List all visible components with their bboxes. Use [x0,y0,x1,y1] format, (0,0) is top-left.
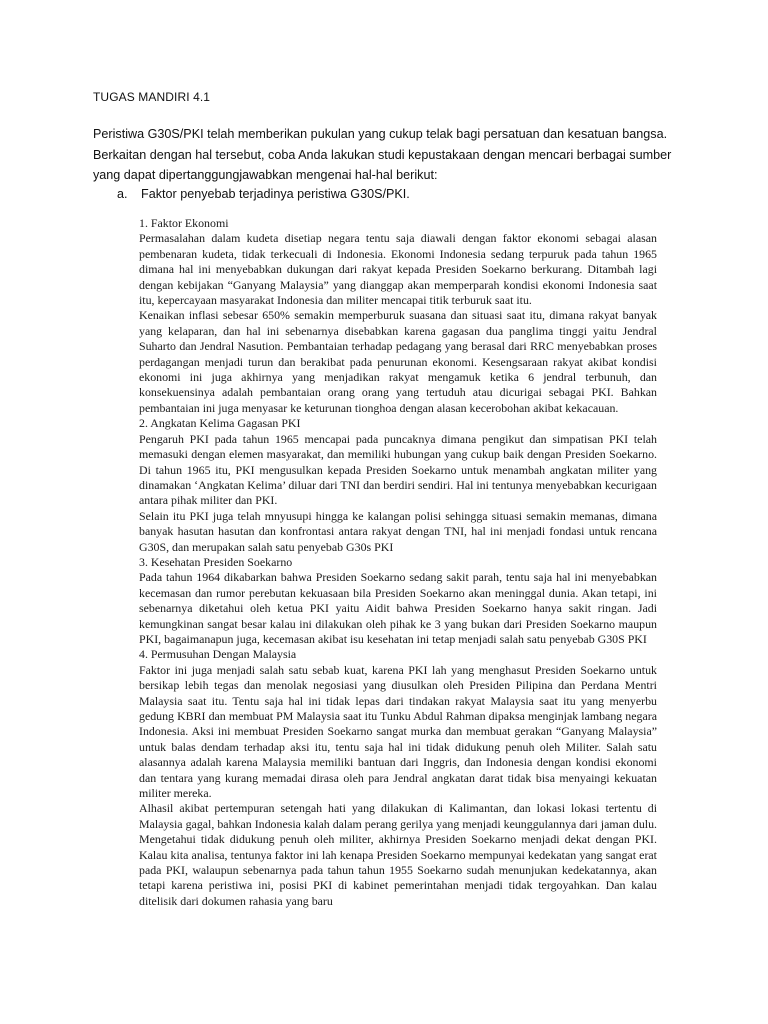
paragraph: Faktor ini juga menjadi salah satu sebab kuat, karena PKI lah yang menghasut Presiden Soekarno untuk bersikap lebih tegas dan menolak negosiasi yang diusulkan oleh Presiden Pilipina dan Perdana Mentri Malaysia saat itu. Tentu saja hal ini tidak lepas dari tindakan rakyat Malaysia saat itu yang menyerbu gedung KBRI dan membuat PM Malaysia saat itu Tunku Abdul Rahman dipaksa menginjak lambang negara Indonesia. Aksi ini membuat Presiden Soekarno sangat murka dan membuat gerakan “Ganyang Malaysia” untuk balas dendam terhadap aksi itu, tentu saja hal ini tidak didukung penuh oleh Militer. Salah satu alasannya adalah karena Malaysia memiliki bantuan dari Inggris, dan Indonesia dengan kondisi ekonomi dan tentara yang kurang memadai dirasa oleh para Jendral angkatan darat tidak bisa menyaingi kekuatan militer mereka. [139,662,657,801]
answer-body [139,216,657,909]
assignment-instructions: Peristiwa G30S/PKI telah memberikan pukulan yang cukup telak bagi persatuan dan kesatuan bangsa. Berkaitan dengan hal tersebut, coba Anda lakukan studi kepustakaan dengan mencari berbagai sumber yang dapat dipertanggungjawabkan mengenai hal-hal berikut: [93,127,672,182]
paragraph: Pengaruh PKI pada tahun 1965 mencapai pada puncaknya dimana pengikut dan simpatisan PKI telah memasuki dengan elemen masyarakat, dan memiliki hubungan yang cukup baik dengan Presiden Soekarno. Di tahun 1965 itu, PKI mengusulkan kepada Presiden Soekarno untuk menambah angkatan militer yang dinamakan ‘Angkatan Kelima’ diluar dari TNI dan berdiri sendiri. Hal ini tentunya menyebabkan kecurigaan antara pihak militer dan PKI. [139,431,657,508]
paragraph: Selain itu PKI juga telah mnyusupi hingga ke kalangan polisi sehingga situasi semakin memanas, dimana banyak hasutan hasutan dan konfrontasi antara rakyat dengan TNI, hal ini menjadi fondasi untuk rencana G30S, dan merupakan salah satu penyebab G30s PKI [139,508,657,554]
paragraph: Pada tahun 1964 dikabarkan bahwa Presiden Soekarno sedang sakit parah, tentu saja hal ini menyebabkan kecemasan dan rumor perebutan kekuasaan bila Presiden Soekarno akan meninggal dunia. Akan tetapi, ini sebenarnya diketahui oleh ketua PKI yaitu Aidit bahwa Presiden Soekarno hanya sakit ringan. Jadi kemungkinan sangat besar kalau ini dilakukan oleh pihak ke 3 yang bukan dari Presiden Soekarno maupun PKI, bagaimanapun juga, kecemasan akibat isu kesehatan ini tetap menjadi salah satu penyebab G30S PKI [139,570,657,646]
paragraph: Kenaikan inflasi sebesar 650% semakin memperburuk suasana dan situasi saat itu, dimana rakyat banyak yang kelaparan, dan hal ini sebenarnya disebabkan karena gagasan dua panglima tinggi yaitu Jendral Suharto dan Jendral Nasution. Pembantaian terhadap pedagang yang berasal dari RRC menyebabkan proses perdagangan menjadi turun dan berakibat pada penurunan ekonomi. Kesengsaraan rakyat akibat kondisi ekonomi ini juga akhirnya yang menjadikan rakyat mengamuk ketika 6 jendral terbunuh, dan konsekuensinya adalah pembantaian orang orang yang tertuduh atau dicurigai sebagai PKI. Bahkan pembantaian ini juga menyasar ke keturunan tionghoa dengan alasan kecerobohan akibat kekacauan. [139,308,657,415]
paragraph: Permasalahan dalam kudeta disetiap negara tentu saja diawali dengan faktor ekonomi sebagai alasan pembenaran kudeta, tidak terkecuali di Indonesia. Ekonomi Indonesia sedang terpuruk pada tahun 1965 dimana hal ini menyebabkan dukungan dari rakyat kepada Presiden Soekarno berkurang. Ditambah lagi dengan kebijakan “Ganyang Malaysia” yang dianggap akan memperparah kondisi ekonomi Indonesia saat itu, kepercayaan masyarakat Indonesia dan militer mencapai titik terburuk saat itu. [139,231,657,308]
question-letter: a. [117,187,128,201]
section-heading-ekonomi: 1. Faktor Ekonomi [139,216,229,230]
document-title: TUGAS MANDIRI 4.1 [93,90,211,104]
question-item [117,187,410,201]
paragraph: Alhasil akibat pertempuran setengah hati yang dilakukan di Kalimantan, dan lokasi lokasi tertentu di Malaysia gagal, bahkan Indonesia kalah dalam perang gerilya yang menjadi keunggulannya dari jaman dulu. Mengetahui tidak didukung penuh oleh militer, akhirnya Presiden Soekarno menjadi dekat dengan PKI. Kalau kita analisa, tentunya faktor ini lah kenapa Presiden Soekarno mempunyai kedekatan yang sangat erat pada PKI, walaupun sebenarnya pada tahun tahun 1955 Soekarno sudah menunjukan kedekatannya, akan tetapi karena peristiwa ini, posisi PKI di kabinet pemerintahan menjadi tidak tergoyahkan. Dan kalau ditelisik dari dokumen rahasia yang baru [139,801,657,908]
question-text: Faktor penyebab terjadinya peristiwa G30S/PKI. [141,187,410,201]
section-heading-kesehatan: 3. Kesehatan Presiden Soekarno [139,554,293,569]
section-heading-malaysia: 4. Permusuhan Dengan Malaysia [139,647,297,662]
section-heading-angkatan-kelima: 2. Angkatan Kelima Gagasan PKI [139,416,301,431]
